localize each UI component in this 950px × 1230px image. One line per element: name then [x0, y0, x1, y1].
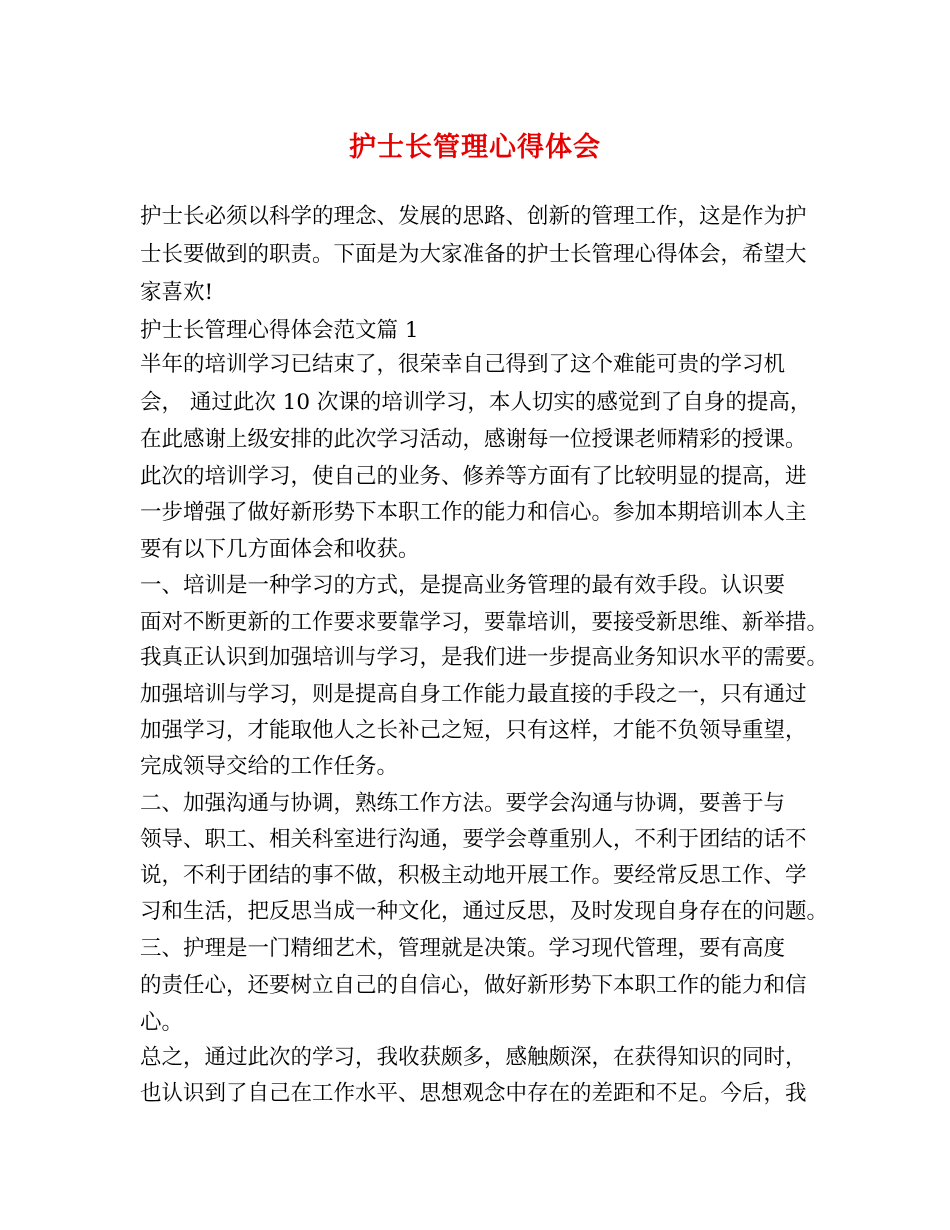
- paragraph-line: 半年的培训学习已结束了，很荣幸自己得到了这个难能可贵的学习机: [140, 352, 786, 377]
- paragraph-line: 一步增强了做好新形势下本职工作的能力和信心。参加本期培训本人主: [140, 500, 807, 525]
- document-title: 护士长管理心得体会: [349, 132, 601, 163]
- paragraph-line: 二、加强沟通与协调，熟练工作方法。要学会沟通与协调，要善于与: [140, 791, 786, 816]
- paragraph-line: 会， 通过此次 10 次课的培训学习，本人切实的感觉到了自身的提高，: [140, 390, 812, 415]
- paragraph-line: 的责任心，还要树立自己的自信心，做好新形势下本职工作的能力和信: [140, 973, 807, 998]
- paragraph-line: 三、护理是一门精细艺术，管理就是决策。学习现代管理，要有高度: [140, 936, 786, 961]
- paragraph-line: 心。: [140, 1010, 184, 1035]
- section-heading: 护士长管理心得体会范文篇 1: [140, 318, 419, 343]
- paragraph-line: 要有以下几方面体会和收获。: [140, 537, 420, 562]
- paragraph-line: 护士长必须以科学的理念、发展的思路、创新的管理工作，这是作为护: [140, 204, 807, 229]
- paragraph-line: 我真正认识到加强培训与学习，是我们进一步提高业务知识水平的需要。: [140, 645, 829, 670]
- paragraph-line: 也认识到了自己在工作水平、思想观念中存在的差距和不足。今后，我: [140, 1081, 807, 1106]
- paragraph-line: 家喜欢!: [140, 280, 214, 305]
- paragraph-line: 士长要做到的职责。下面是为大家准备的护士长管理心得体会，希望大: [140, 242, 807, 267]
- paragraph-line: 加强学习，才能取他人之长补己之短，只有这样，才能不负领导重望，: [140, 718, 807, 743]
- paragraph-line: 此次的培训学习，使自己的业务、修养等方面有了比较明显的提高，进: [140, 464, 807, 489]
- paragraph-line: 一、培训是一种学习的方式，是提高业务管理的最有效手段。认识要: [140, 573, 786, 598]
- paragraph-line: 总之，通过此次的学习，我收获颇多，感触颇深，在获得知识的同时，: [140, 1045, 807, 1070]
- paragraph-line: 完成领导交给的工作任务。: [140, 754, 399, 779]
- paragraph-line: 说，不利于团结的事不做，积极主动地开展工作。要经常反思工作、学: [140, 863, 807, 888]
- paragraph-line: 加强培训与学习，则是提高自身工作能力最直接的手段之一，只有通过: [140, 682, 807, 707]
- paragraph-line: 习和生活，把反思当成一种文化，通过反思，及时发现自身存在的问题。: [140, 899, 829, 924]
- paragraph-line: 面对不断更新的工作要求要靠学习，要靠培训，要接受新思维、新举措。: [140, 610, 829, 635]
- paragraph-line: 领导、职工、相关科室进行沟通，要学会尊重别人，不利于团结的话不: [140, 827, 807, 852]
- paragraph-line: 在此感谢上级安排的此次学习活动，感谢每一位授课老师精彩的授课。: [140, 427, 807, 452]
